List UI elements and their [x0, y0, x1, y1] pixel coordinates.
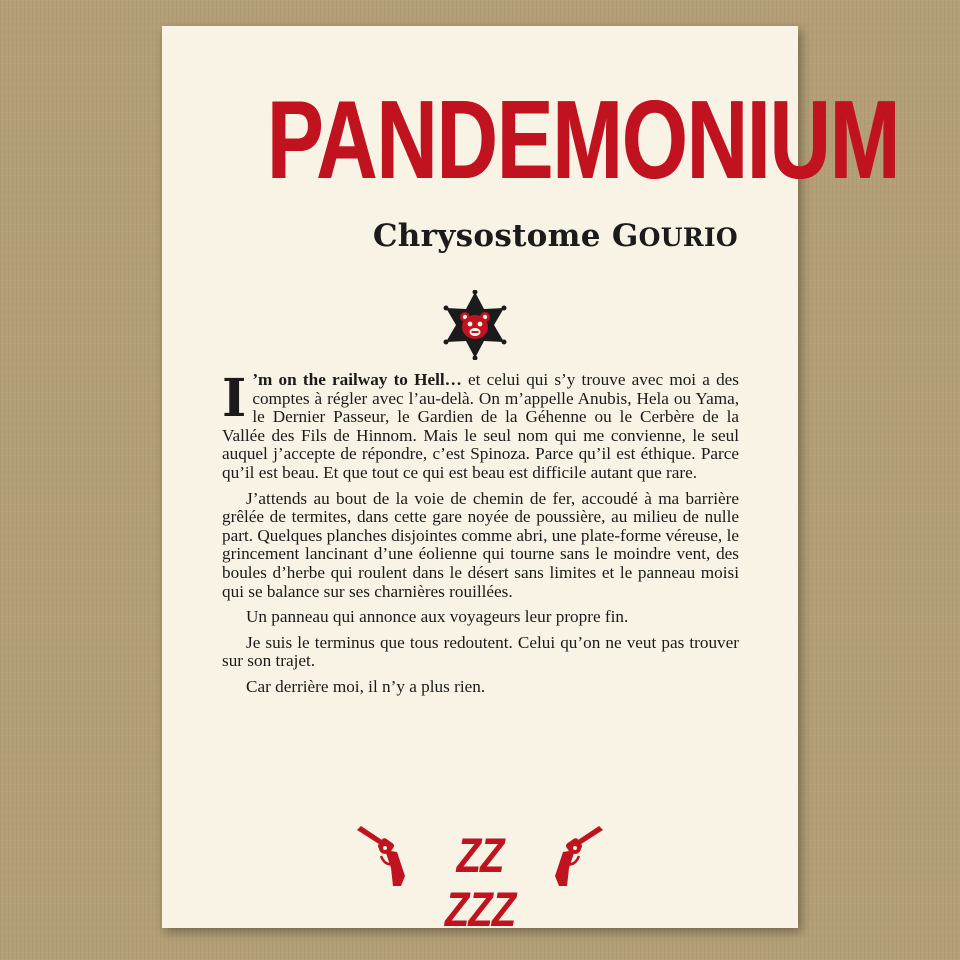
footer-ornament	[355, 826, 605, 937]
revolver-icon	[549, 826, 605, 888]
sheriff-star-bear-icon	[440, 290, 510, 360]
zzz-rating: ZZ ZZZ	[444, 830, 516, 937]
book-page	[162, 26, 900, 937]
revolver-icon	[355, 826, 411, 888]
paragraph-1-text: et celui qui s’y trouve avec moi a des comptes à régler avec l’au-delà. On m’appelle Anubis, Hela ou Yama, le Dernier Passeur, le Gardien de la Géhenne ou le Cerbère de la Vallée des Fils de Hinnom. Mais le seul nom qui me convienne, le seul auquel j’accepte de répondre, c’est Spinoza. Parce qu’il est éthique. Parce qu’il est beau. Et que tout ce qui est beau est difficile autant que rare.	[222, 370, 739, 482]
author-name	[373, 218, 738, 254]
paragraph-3: Un panneau qui annonce aux voyageurs leur propre fin.	[246, 607, 629, 627]
lead-in: ’m on the railway to Hell…	[252, 370, 462, 389]
paragraph-2: J’attends au bout de la voie de chemin de fer, accoudé à ma barrière grêlée de termites, dans cette gare noyée de poussière, au milieu de nulle part. Quelques planches disjointes comme abri, une plate-forme véreuse, le grincement lancinant d’une éolienne qui tourne sans le moindre vent, des boules d’herbe qui roulent dans le désert sans limites et le panneau moisi qui se balance sur ses charnières rouillées.	[222, 488, 739, 601]
author-first-name: Chrysostome	[372, 218, 601, 254]
paragraph-5: Car derrière moi, il n’y a plus rien.	[246, 676, 486, 696]
book-title: PANDEMONIUM	[266, 77, 900, 202]
author-last-name: GOURIO	[611, 218, 738, 254]
paragraph-1	[222, 368, 739, 483]
paragraph-4: Je suis le terminus que tous redoutent. Celui qu’on ne veut pas trouver sur son trajet.	[222, 632, 739, 671]
body-text	[222, 368, 739, 704]
dropcap: I	[222, 368, 247, 429]
